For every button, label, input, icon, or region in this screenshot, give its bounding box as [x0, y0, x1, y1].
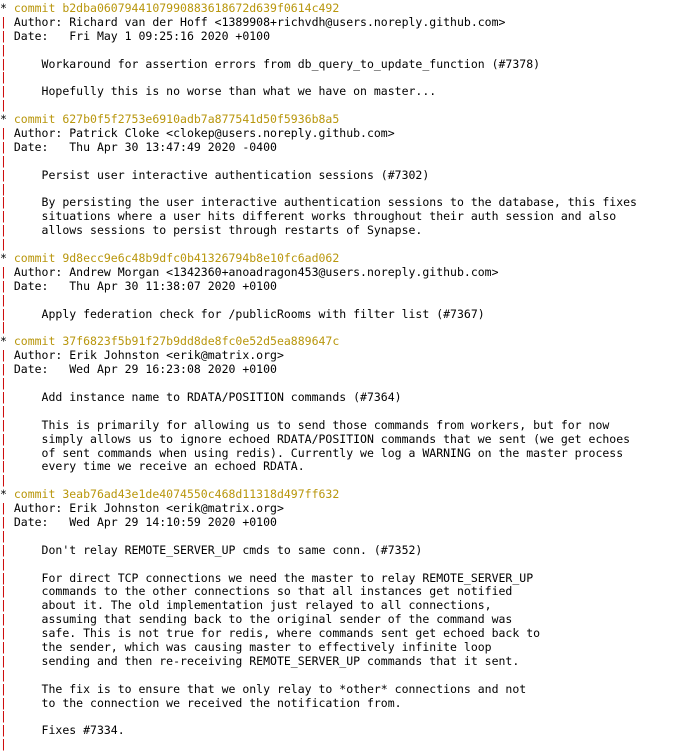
message-line — [0, 308, 692, 322]
author-text: Author: Andrew Morgan <1342360+anoadragon453@users.noreply.github.com> — [13, 264, 499, 279]
graph-pipe: | — [0, 195, 7, 210]
graph-pipe: | — [0, 709, 7, 724]
graph-pipe: | — [0, 431, 7, 446]
graph-pipe: | — [0, 181, 7, 196]
message-text: of sent commands when using redis). Currently we log a WARNING on the master process — [6, 445, 624, 460]
message-line — [0, 613, 692, 627]
message-line — [0, 724, 692, 738]
graph-pipe: | — [0, 264, 14, 279]
message-line — [0, 224, 692, 238]
message-text: the sender, which was causing master to effectively infinite loop — [6, 639, 492, 654]
graph-commit-marker: * — [0, 487, 14, 502]
message-text: safe. This is not true for redis, where commands sent get echoed back to — [6, 626, 541, 641]
graph-pipe: | — [0, 626, 7, 641]
author-line — [0, 502, 692, 516]
message-line — [0, 641, 692, 655]
message-line — [0, 655, 692, 669]
graph-spacer-line — [0, 155, 692, 169]
message-line — [0, 58, 692, 72]
graph-spacer-line — [0, 294, 692, 308]
author-line — [0, 349, 692, 363]
message-line — [0, 210, 692, 224]
graph-pipe: | — [0, 306, 7, 321]
commit-hash: commit 9d8ecc9e6c48b9dfc0b41326794b8e10fc6ad062 — [13, 251, 340, 266]
message-line — [0, 169, 692, 183]
graph-spacer-line — [0, 405, 692, 419]
message-text: The fix is to ensure that we only relay to *other* connections and not — [6, 681, 527, 696]
graph-pipe: | — [0, 459, 7, 474]
message-text: to the connection we received the notification from. — [6, 695, 402, 710]
graph-pipe: | — [0, 56, 7, 71]
graph-pipe: | — [0, 598, 7, 613]
graph-spacer-line — [0, 71, 692, 85]
graph-pipe: | — [0, 320, 7, 335]
message-line — [0, 85, 692, 99]
message-text: sending and then re-receiving REMOTE_SERVER_UP commands that it sent. — [6, 653, 520, 668]
graph-pipe: | — [0, 376, 7, 391]
graph-pipe: | — [0, 570, 7, 585]
graph-spacer-line — [0, 530, 692, 544]
commit-header-line — [0, 113, 692, 127]
message-text: Hopefully this is no worse than what we have on master... — [6, 84, 437, 99]
commit-header-line — [0, 2, 692, 16]
date-text: Date: Thu Apr 30 11:38:07 2020 +0100 — [13, 278, 277, 293]
commit-header-line — [0, 252, 692, 266]
commit-hash: commit b2dba0607944107990883618672d639f0614c492 — [13, 1, 340, 15]
date-line — [0, 363, 692, 377]
message-text: assuming that sending back to the original sender of the command was — [6, 612, 513, 627]
message-line — [0, 585, 692, 599]
graph-pipe: | — [0, 84, 7, 99]
message-line — [0, 460, 692, 474]
message-line — [0, 683, 692, 697]
date-line — [0, 516, 692, 530]
graph-pipe: | — [0, 737, 7, 752]
message-line — [0, 544, 692, 558]
graph-pipe: | — [0, 403, 7, 418]
graph-pipe: | — [0, 556, 7, 571]
message-text: Don't relay REMOTE_SERVER_UP cmds to same conn. (#7352) — [6, 542, 423, 557]
graph-pipe: | — [0, 70, 7, 85]
message-line — [0, 196, 692, 210]
graph-spacer-line — [0, 377, 692, 391]
date-line — [0, 280, 692, 294]
graph-pipe: | — [0, 501, 14, 516]
graph-pipe: | — [0, 695, 7, 710]
graph-pipe: | — [0, 417, 7, 432]
graph-pipe: | — [0, 667, 7, 682]
graph-pipe: | — [0, 278, 14, 293]
message-text: By persisting the user interactive authentication sessions to the database, this fixes — [6, 195, 637, 210]
message-text: every time we receive an echoed RDATA. — [6, 459, 305, 474]
graph-spacer-line — [0, 738, 692, 752]
commit-hash: commit 627b0f5f2753e6910adb7a877541d50f5936b8a5 — [13, 112, 340, 127]
message-line — [0, 572, 692, 586]
graph-pipe: | — [0, 14, 14, 29]
graph-spacer-line — [0, 321, 692, 335]
graph-spacer-line — [0, 44, 692, 58]
message-line — [0, 627, 692, 641]
date-line — [0, 141, 692, 155]
graph-pipe: | — [0, 612, 7, 627]
author-text: Author: Patrick Cloke <clokep@users.noreply.github.com> — [13, 126, 395, 141]
message-text: about it. The old implementation just relayed to all connections, — [6, 598, 492, 613]
graph-pipe: | — [0, 653, 7, 668]
message-line — [0, 599, 692, 613]
message-text: situations where a user hits different works throughout their auth session and also — [6, 209, 617, 224]
author-text: Author: Richard van der Hoff <1389908+richvdh@users.noreply.github.com> — [13, 14, 506, 29]
graph-pipe: | — [0, 584, 7, 599]
graph-pipe: | — [0, 42, 7, 57]
message-text: Fixes #7334. — [6, 723, 125, 738]
graph-pipe: | — [0, 723, 7, 738]
graph-commit-marker: * — [0, 112, 14, 127]
commit-hash: commit 3eab76ad43e1de4074550c468d11318d497ff632 — [13, 487, 340, 502]
message-text: Add instance name to RDATA/POSITION commands (#7364) — [6, 389, 402, 404]
commit-header-line — [0, 335, 692, 349]
author-text: Author: Erik Johnston <erik@matrix.org> — [13, 501, 284, 516]
graph-spacer-line — [0, 710, 692, 724]
date-text: Date: Fri May 1 09:25:16 2020 +0100 — [13, 28, 271, 43]
message-line — [0, 391, 692, 405]
message-line — [0, 447, 692, 461]
message-text: Workaround for assertion errors from db_query_to_update_function (#7378) — [6, 56, 541, 71]
graph-pipe: | — [0, 139, 14, 154]
commit-hash: commit 37f6823f5b91f27b9dd8de8fc0e52d5ea889647c — [13, 334, 340, 349]
date-text: Date: Wed Apr 29 14:10:59 2020 +0100 — [13, 514, 277, 529]
date-text: Date: Thu Apr 30 13:47:49 2020 -0400 — [13, 139, 277, 154]
graph-pipe: | — [0, 473, 7, 488]
graph-spacer-line — [0, 669, 692, 683]
date-line — [0, 30, 692, 44]
message-text: commands to the other connections so that all instances get notified — [6, 584, 513, 599]
graph-pipe: | — [0, 292, 7, 307]
commit-header-line — [0, 488, 692, 502]
graph-pipe: | — [0, 528, 7, 543]
graph-spacer-line — [0, 99, 692, 113]
graph-commit-marker: * — [0, 334, 14, 349]
graph-pipe: | — [0, 681, 7, 696]
message-text: Apply federation check for /publicRooms with filter list (#7367) — [6, 306, 485, 321]
message-text: allows sessions to persist through restarts of Synapse. — [6, 223, 423, 238]
date-text: Date: Wed Apr 29 16:23:08 2020 +0100 — [13, 362, 277, 377]
graph-pipe: | — [0, 514, 14, 529]
author-line — [0, 266, 692, 280]
graph-commit-marker: * — [0, 1, 14, 15]
graph-pipe: | — [0, 639, 7, 654]
graph-pipe: | — [0, 209, 7, 224]
graph-commit-marker: * — [0, 251, 14, 266]
graph-pipe: | — [0, 153, 7, 168]
author-line — [0, 127, 692, 141]
graph-pipe: | — [0, 98, 7, 113]
graph-spacer-line — [0, 474, 692, 488]
graph-spacer-line — [0, 238, 692, 252]
message-text: Persist user interactive authentication sessions (#7302) — [6, 167, 430, 182]
graph-pipe: | — [0, 389, 7, 404]
message-line — [0, 697, 692, 711]
graph-pipe: | — [0, 348, 14, 363]
author-text: Author: Erik Johnston <erik@matrix.org> — [13, 348, 284, 363]
graph-pipe: | — [0, 237, 7, 252]
message-line — [0, 419, 692, 433]
graph-pipe: | — [0, 223, 7, 238]
graph-pipe: | — [0, 167, 7, 182]
author-line — [0, 16, 692, 30]
message-text: This is primarily for allowing us to send those commands from workers, but for now — [6, 417, 610, 432]
message-text: For direct TCP connections we need the master to relay REMOTE_SERVER_UP — [6, 570, 534, 585]
graph-spacer-line — [0, 183, 692, 197]
graph-pipe: | — [0, 28, 14, 43]
message-line — [0, 433, 692, 447]
git-log-output — [0, 2, 692, 752]
message-text: simply allows us to ignore echoed RDATA/POSITION commands that we sent (we get echoes — [6, 431, 631, 446]
graph-pipe: | — [0, 126, 14, 141]
graph-pipe: | — [0, 445, 7, 460]
graph-pipe: | — [0, 542, 7, 557]
graph-pipe: | — [0, 362, 14, 377]
graph-spacer-line — [0, 558, 692, 572]
